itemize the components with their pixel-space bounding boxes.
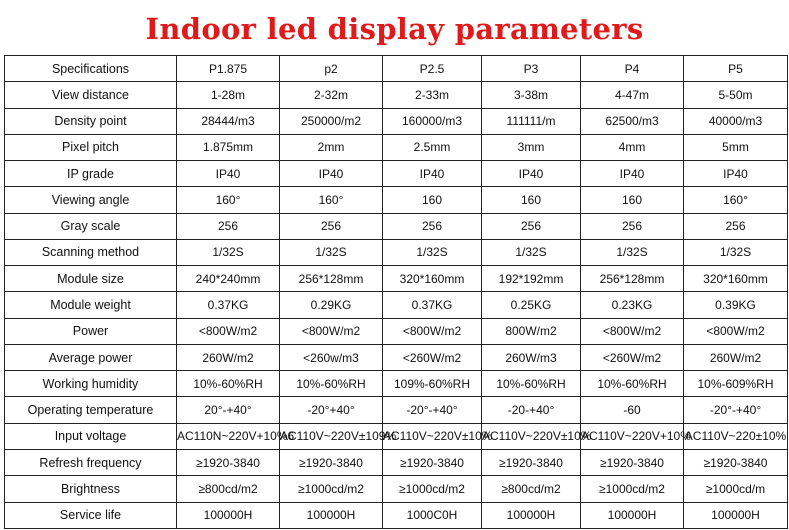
spec-value-cell: <260W/m2	[383, 344, 482, 370]
parameters-table	[4, 55, 788, 529]
spec-value-cell: 250000/m2	[280, 108, 383, 134]
spec-value-cell: 256	[177, 213, 280, 239]
spec-value-cell: 256*128mm	[280, 266, 383, 292]
table-row	[5, 476, 788, 502]
spec-value-cell: 1.875mm	[177, 134, 280, 160]
spec-value-cell: 20°-+40°	[177, 397, 280, 423]
table-row	[5, 82, 788, 108]
table-row	[5, 266, 788, 292]
spec-value-cell: 0.39KG	[684, 292, 788, 318]
spec-value-cell: 260W/m3	[482, 344, 581, 370]
spec-value-cell: 260W/m2	[177, 344, 280, 370]
spec-value-cell: IP40	[684, 161, 788, 187]
spec-value-cell: <800W/m2	[581, 318, 684, 344]
spec-value-cell: 100000H	[684, 502, 788, 528]
spec-value-cell: 0.29KG	[280, 292, 383, 318]
header-model-cell: P2.5	[383, 56, 482, 82]
spec-value-cell: 10%-60%RH	[581, 371, 684, 397]
spec-value-cell: 5mm	[684, 134, 788, 160]
spec-value-cell: 1/32S	[280, 239, 383, 265]
header-model-cell: P4	[581, 56, 684, 82]
header-model-cell: P1.875	[177, 56, 280, 82]
spec-label-cell: Service life	[5, 502, 177, 528]
spec-value-cell: ≥1000cd/m2	[280, 476, 383, 502]
spec-value-cell: 160°	[177, 187, 280, 213]
spec-label-cell: Scanning method	[5, 239, 177, 265]
spec-value-cell: <800W/m2	[280, 318, 383, 344]
spec-label-cell: Brightness	[5, 476, 177, 502]
spec-value-cell: 28444/m3	[177, 108, 280, 134]
table-body	[5, 56, 788, 529]
spec-value-cell: IP40	[280, 161, 383, 187]
spec-value-cell: 100000H	[581, 502, 684, 528]
spec-label-cell: Module weight	[5, 292, 177, 318]
table-row	[5, 423, 788, 449]
header-model-cell: P3	[482, 56, 581, 82]
spec-value-cell: 109%-60%RH	[383, 371, 482, 397]
spec-value-cell: 3mm	[482, 134, 581, 160]
spec-label-cell: Operating temperature	[5, 397, 177, 423]
spec-value-cell: ≥1920-3840	[383, 449, 482, 475]
spec-value-cell: 320*160mm	[383, 266, 482, 292]
spec-value-cell: 256	[581, 213, 684, 239]
table-row	[5, 502, 788, 528]
table-row	[5, 108, 788, 134]
header-model-cell: P5	[684, 56, 788, 82]
spec-value-cell: -20°-+40°	[383, 397, 482, 423]
spec-value-cell: ≥1920-3840	[177, 449, 280, 475]
table-row	[5, 449, 788, 475]
spec-value-cell: IP40	[177, 161, 280, 187]
spec-value-cell: 1-28m	[177, 82, 280, 108]
table-row	[5, 161, 788, 187]
spec-label-cell: Module size	[5, 266, 177, 292]
spec-value-cell: 10%-60%RH	[482, 371, 581, 397]
table-row	[5, 344, 788, 370]
spec-value-cell: 10%-609%RH	[684, 371, 788, 397]
spec-value-cell: 100000H	[280, 502, 383, 528]
spec-value-cell: AC110V~220±10%	[684, 423, 788, 449]
spec-value-cell: 2-33m	[383, 82, 482, 108]
spec-label-cell: Pixel pitch	[5, 134, 177, 160]
spec-value-cell: 0.23KG	[581, 292, 684, 318]
spec-value-cell: 240*240mm	[177, 266, 280, 292]
spec-value-cell: 10%-60%RH	[177, 371, 280, 397]
spec-value-cell: 0.37KG	[177, 292, 280, 318]
spec-value-cell: 256*128mm	[581, 266, 684, 292]
spec-value-cell: ≥1920-3840	[280, 449, 383, 475]
spec-value-cell: -20°-+40°	[684, 397, 788, 423]
spec-label-cell: Viewing angle	[5, 187, 177, 213]
table-row	[5, 213, 788, 239]
spec-value-cell: ≥1920-3840	[482, 449, 581, 475]
spec-value-cell: 1000C0H	[383, 502, 482, 528]
spec-value-cell: 256	[383, 213, 482, 239]
spec-value-cell: 2-32m	[280, 82, 383, 108]
spec-value-cell: AC110V~220V±109%	[280, 423, 383, 449]
table-row	[5, 187, 788, 213]
spec-value-cell: 160°	[280, 187, 383, 213]
spec-value-cell: 260W/m2	[684, 344, 788, 370]
spec-value-cell: 1/32S	[482, 239, 581, 265]
table-row	[5, 318, 788, 344]
spec-value-cell: IP40	[482, 161, 581, 187]
spec-value-cell: <800W/m2	[177, 318, 280, 344]
spec-label-cell: IP grade	[5, 161, 177, 187]
spec-value-cell: ≥1920-3840	[581, 449, 684, 475]
spec-value-cell: <800W/m2	[684, 318, 788, 344]
spec-value-cell: IP40	[581, 161, 684, 187]
spec-value-cell: 100000H	[177, 502, 280, 528]
spec-label-cell: Gray scale	[5, 213, 177, 239]
spec-value-cell: 111111/m	[482, 108, 581, 134]
spec-value-cell: AC110V~220V+10%	[581, 423, 684, 449]
spec-value-cell: <260W/m2	[581, 344, 684, 370]
spec-label-cell: Refresh frequency	[5, 449, 177, 475]
spec-value-cell: 4-47m	[581, 82, 684, 108]
spec-value-cell: 1/32S	[581, 239, 684, 265]
spec-value-cell: IP40	[383, 161, 482, 187]
spec-value-cell: 62500/m3	[581, 108, 684, 134]
spec-value-cell: AC110N~220V+10%6	[177, 423, 280, 449]
spec-label-cell: Density point	[5, 108, 177, 134]
spec-value-cell: AC110V~220V±10%	[383, 423, 482, 449]
spec-value-cell: 160	[383, 187, 482, 213]
header-label-cell: Specifications	[5, 56, 177, 82]
spec-value-cell: AC110V~220V±10%	[482, 423, 581, 449]
table-row	[5, 239, 788, 265]
spec-value-cell: 160	[482, 187, 581, 213]
spec-value-cell: <800W/m2	[383, 318, 482, 344]
spec-label-cell: Input voltage	[5, 423, 177, 449]
spec-label-cell: Power	[5, 318, 177, 344]
spec-value-cell: 1/32S	[177, 239, 280, 265]
spec-value-cell: 256	[684, 213, 788, 239]
spec-value-cell: ≥1920-3840	[684, 449, 788, 475]
spec-value-cell: -20°+40°	[280, 397, 383, 423]
spec-value-cell: 1/32S	[684, 239, 788, 265]
spec-value-cell: 40000/m3	[684, 108, 788, 134]
header-model-cell: p2	[280, 56, 383, 82]
spec-value-cell: ≥800cd/m2	[177, 476, 280, 502]
spec-value-cell: 800W/m2	[482, 318, 581, 344]
spec-value-cell: 320*160mm	[684, 266, 788, 292]
spec-value-cell: 5-50m	[684, 82, 788, 108]
table-row	[5, 371, 788, 397]
spec-value-cell: 160	[581, 187, 684, 213]
table-row	[5, 292, 788, 318]
spec-value-cell: 2mm	[280, 134, 383, 160]
spec-value-cell: 10%-60%RH	[280, 371, 383, 397]
spec-value-cell: ≥1000cd/m2	[383, 476, 482, 502]
spec-value-cell: ≥1000cd/m	[684, 476, 788, 502]
spec-value-cell: 160000/m3	[383, 108, 482, 134]
spec-label-cell: Working humidity	[5, 371, 177, 397]
spec-value-cell: 256	[280, 213, 383, 239]
spec-value-cell: 256	[482, 213, 581, 239]
spec-label-cell: View distance	[5, 82, 177, 108]
page-title: Indoor led display parameters	[145, 12, 644, 46]
header-row	[5, 56, 788, 82]
spec-value-cell: 4mm	[581, 134, 684, 160]
spec-label-cell: Average power	[5, 344, 177, 370]
table-row	[5, 397, 788, 423]
spec-value-cell: 100000H	[482, 502, 581, 528]
spec-value-cell: 192*192mm	[482, 266, 581, 292]
spec-value-cell: 1/32S	[383, 239, 482, 265]
spec-value-cell: -60	[581, 397, 684, 423]
spec-value-cell: ≥1000cd/m2	[581, 476, 684, 502]
spec-value-cell: ≥800cd/m2	[482, 476, 581, 502]
spec-value-cell: 160°	[684, 187, 788, 213]
spec-value-cell: -20-+40°	[482, 397, 581, 423]
table-row	[5, 134, 788, 160]
spec-value-cell: 0.37KG	[383, 292, 482, 318]
spec-value-cell: 2.5mm	[383, 134, 482, 160]
spec-value-cell: 3-38m	[482, 82, 581, 108]
spec-value-cell: 0.25KG	[482, 292, 581, 318]
spec-value-cell: <260w/m3	[280, 344, 383, 370]
